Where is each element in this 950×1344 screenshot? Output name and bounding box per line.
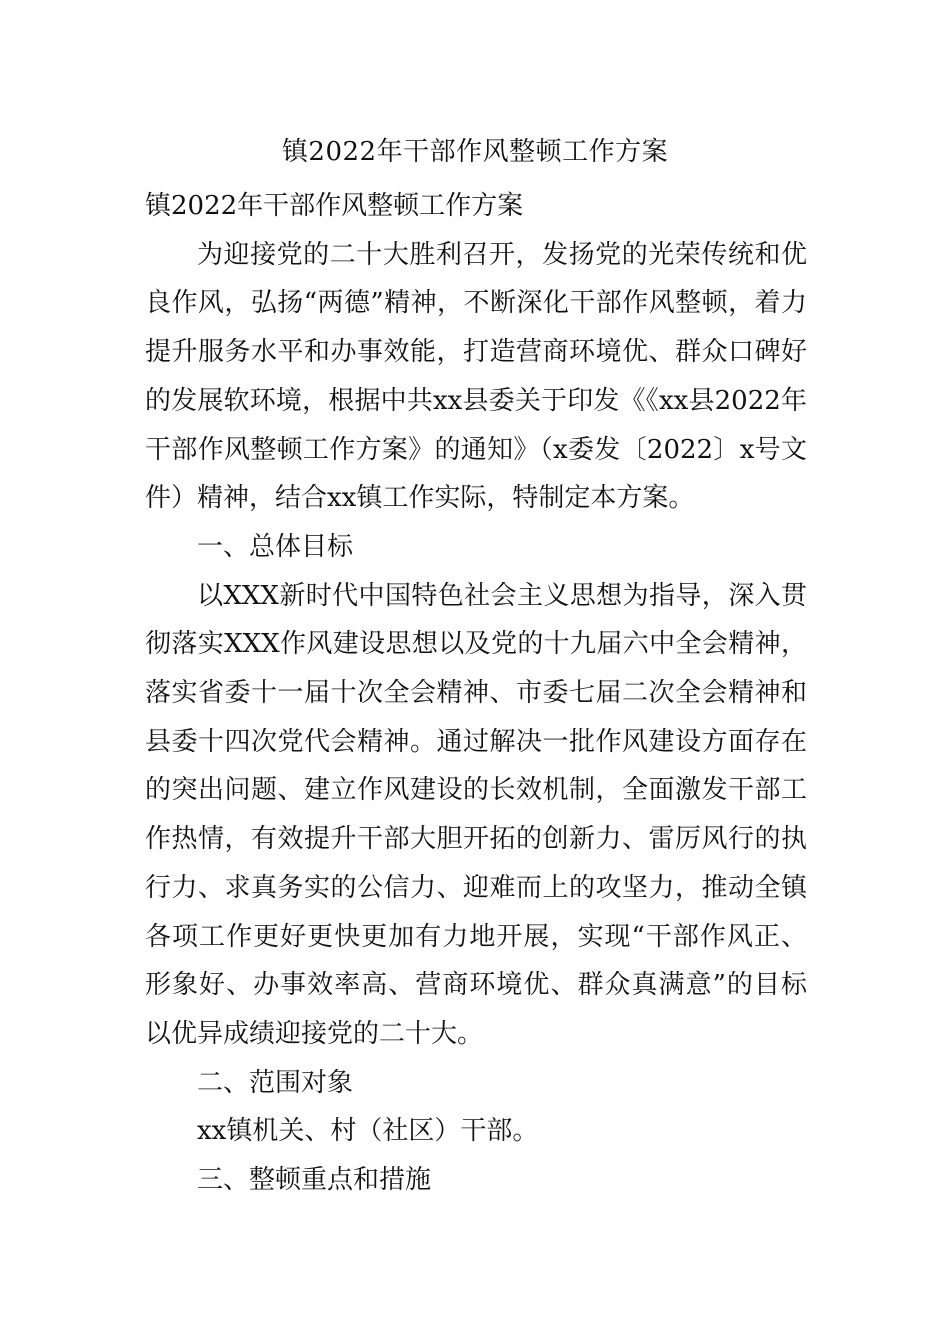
document-subtitle: 镇2022年干部作风整顿工作方案	[145, 191, 524, 221]
section-heading-scope: 二、范围对象	[197, 1067, 354, 1098]
section-heading-overall-goal: 一、总体目标	[197, 531, 354, 562]
document-title: 镇2022年干部作风整顿工作方案	[281, 137, 669, 167]
overall-goal-paragraph: 以XXX新时代中国特色社会主义思想为指导，深入贯彻落实XXX作风建设思想以及党的十九届六中全会精神，落实省委十一届十次全会精神、市委七届二次全会精神和县委十四次党代会精神。通过解决一批作风建设方面存在的突出问题、建立作风建设的长效机制，全面激发干部工作热情，有效提升干部大胆开拓的创新力、雷厉风行的执行力、求真务实的公信力、迎难而上的攻坚力，推动全镇各项工作更好更快更加有力地开展，实现“干部作风正、形象好、办事效率高、营商环境优、群众真满意”的目标以优异成绩迎接党的二十大。	[145, 580, 807, 1049]
scope-paragraph: xx镇机关、村（社区）干部。	[197, 1116, 539, 1147]
section-heading-measures: 三、整顿重点和措施	[197, 1165, 432, 1196]
document-body	[145, 182, 807, 1205]
intro-paragraph: 为迎接党的二十大胜利召开，发扬党的光荣传统和优良作风，弘扬“两德”精神，不断深化干部作风整顿，着力提升服务水平和办事效能，打造营商环境优、群众口碑好的发展软环境，根据中共xx县委关于印发《《xx县2022年干部作风整顿工作方案》的通知》（x委发〔2022〕x号文件）精神，结合xx镇工作实际，特制定本方案。	[145, 239, 807, 514]
